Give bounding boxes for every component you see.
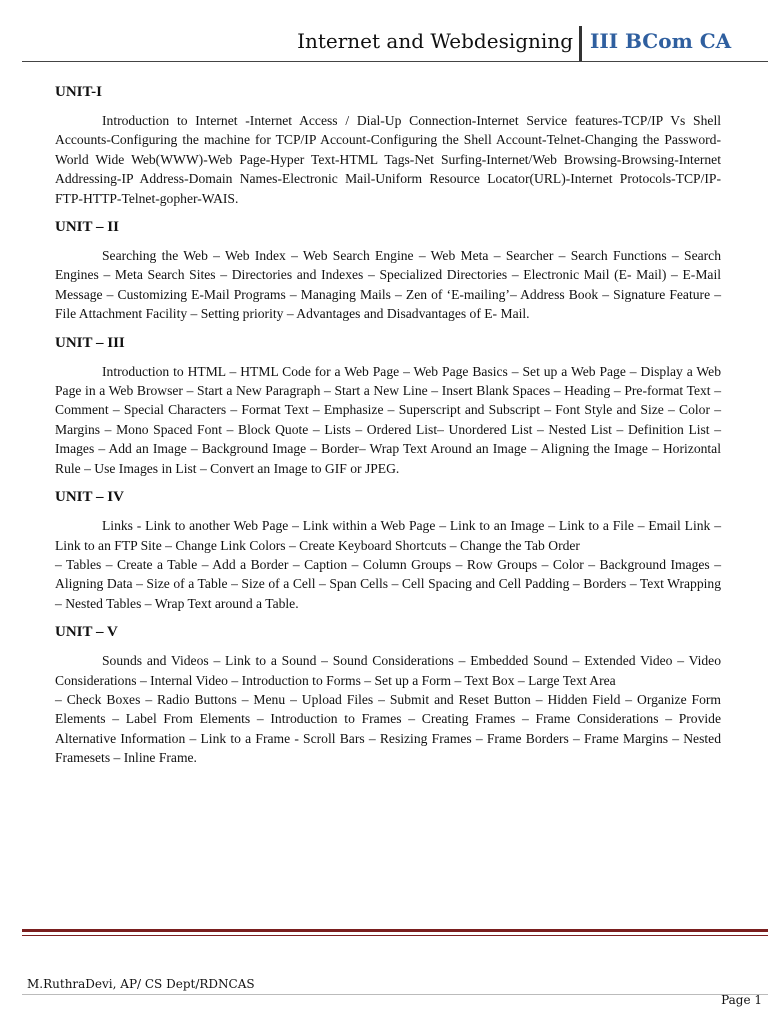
unit-heading: UNIT – V xyxy=(55,624,118,641)
unit-1 xyxy=(55,82,721,208)
course-title: Internet and Webdesigning xyxy=(297,29,573,53)
unit-paragraph: Searching the Web – Web Index – Web Search Engine – Web Meta – Searcher – Search Functions – Search Engines – Meta Search Sites – Directories and Indexes – Specialized Directories – Electronic Mail (E- Mail) – E-Mail Message – Customizing E-Mail Programs – Managing Mails – Zen of ‘E-mailing’– Address Book – Signature Feature – File Attachment Facility – Setting priority – Advantages and Disadvantages of E- Mail. xyxy=(55,248,721,322)
class-badge: III BCom CA xyxy=(590,29,732,53)
unit-paragraph: – Tables – Create a Table – Add a Border – Caption – Column Groups – Row Groups – Color – Background Images – Aligning Data – Size of a Table – Size of a Cell – Span Cells – Cell Spacing and Cell Padding – Borders – Text Wrapping – Nested Tables – Wrap Text around a Table. xyxy=(55,556,721,611)
unit-2 xyxy=(55,217,721,324)
unit-paragraph: Links - Link to another Web Page – Link within a Web Page – Link to an Image – Link to a File – Email Link – Link to an FTP Site – Change Link Colors – Create Keyboard Shortcuts – Change the Tab Order xyxy=(55,518,721,553)
unit-3 xyxy=(55,333,721,478)
footer-divider xyxy=(22,994,768,995)
unit-body xyxy=(55,651,721,767)
unit-paragraph: Sounds and Videos – Link to a Sound – Sound Considerations – Embedded Sound – Extended Video – Video Considerations – Internal Video – Introduction to Forms – Set up a Form – Text Box – Large Text Area xyxy=(55,653,721,688)
footer-rule xyxy=(22,929,768,932)
unit-body xyxy=(55,362,721,478)
footer-rule-thin xyxy=(22,935,768,936)
unit-heading: UNIT – II xyxy=(55,219,119,236)
unit-paragraph: – Check Boxes – Radio Buttons – Menu – Upload Files – Submit and Reset Button – Hidden Field – Organize Form Elements – Label From Elements – Introduction to Frames – Creating Frames – Frame Considerations – Provide Alternative Information – Link to a Frame - Scroll Bars – Resizing Frames – Frame Borders – Frame Margins – Nested Framesets – Inline Frame. xyxy=(55,691,721,766)
unit-paragraph: Introduction to Internet -Internet Access / Dial-Up Connection-Internet Service features-TCP/IP Vs Shell Accounts-Configuring the machine for TCP/IP Account-Configuring the Shell Account-Telnet-Changing the Password-World Wide Web(WWW)-Web Page-Hyper Text-HTML Tags-Net Surfing-Internet/Web Browsing-Browsing-Internet Addressing-IP Address-Domain Names-Electronic Mail-Uniform Resource Locator(URL)-Internet Protocols-TCP/IP-FTP-HTTP-Telnet-gopher-WAIS. xyxy=(55,113,721,206)
unit-body xyxy=(55,111,721,208)
header-rule xyxy=(22,61,768,62)
unit-heading: UNIT – IV xyxy=(55,489,124,506)
syllabus-content xyxy=(55,82,721,777)
page-header xyxy=(0,26,768,66)
unit-4 xyxy=(55,487,721,613)
unit-heading: UNIT-I xyxy=(55,84,102,100)
unit-heading: UNIT – III xyxy=(55,334,125,351)
unit-body xyxy=(55,516,721,613)
page-number: Page 1 xyxy=(721,993,762,1007)
header-divider xyxy=(579,26,582,62)
footer-author: M.RuthraDevi, AP/ CS Dept/RDNCAS xyxy=(27,977,255,991)
unit-body xyxy=(55,246,721,324)
unit-5 xyxy=(55,622,721,767)
unit-paragraph: Introduction to HTML – HTML Code for a Web Page – Web Page Basics – Set up a Web Page – Display a Web Page in a Web Browser – Start a New Paragraph – Start a New Line – Insert Blank Spaces – Heading – Pre-format Text – Comment – Special Characters – Format Text – Emphasize – Superscript and Subscript – Font Style and Size – Color – Margins – Mono Spaced Font – Block Quote – Lists – Ordered List– Unordered List – Nested List – Definition List – Images – Add an Image – Background Image – Border– Wrap Text Around an Image – Aligning the Image – Horizontal Rule – Use Images in List – Convert an Image to GIF or JPEG. xyxy=(55,363,721,476)
